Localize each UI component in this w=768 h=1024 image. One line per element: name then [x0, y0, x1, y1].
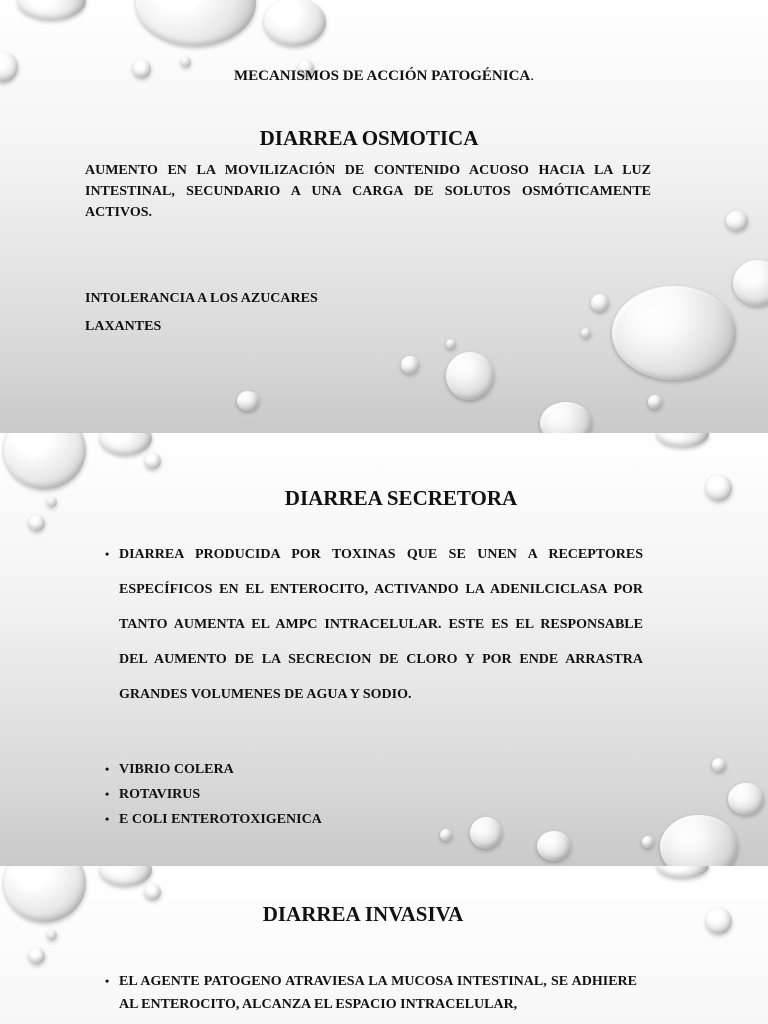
- description-item: • EL AGENTE PATOGENO ATRAVIESA LA MUCOSA INTESTINAL, SE ADHIERE AL ENTEROCITO, ALCANZA EL ESPACIO INTRACELULAR,: [105, 970, 637, 1016]
- water-drop-decoration: [642, 836, 654, 848]
- slide-osmotic-diarrhea: [0, 0, 768, 433]
- water-drop-decoration: [136, 0, 256, 46]
- water-drop-decoration: [733, 260, 768, 306]
- description-list: [105, 537, 643, 712]
- water-drop-decoration: [537, 831, 571, 861]
- agent-item: • ROTAVIRUS: [105, 782, 505, 807]
- water-drop-decoration: [4, 433, 86, 489]
- cause-item: LAXANTES: [85, 319, 162, 334]
- water-drop-decoration: [540, 402, 592, 433]
- slide-title: DIARREA SECRETORA: [284, 486, 518, 510]
- water-drop-decoration: [657, 433, 709, 447]
- water-drop-decoration: [401, 356, 419, 374]
- slide-secretory-diarrhea: [0, 433, 768, 866]
- water-drop-decoration: [648, 395, 662, 409]
- cause-item: INTOLERANCIA A LOS AZUCARES: [85, 291, 318, 306]
- water-drop-decoration: [100, 433, 152, 455]
- water-drop-decoration: [237, 391, 259, 411]
- water-drop-decoration: [145, 884, 161, 900]
- slide-header: MECANISMOS DE ACCIÓN PATOGÉNICA.: [233, 68, 535, 84]
- water-drop-decoration: [726, 211, 748, 231]
- agent-item: • VIBRIO COLERA: [105, 757, 505, 782]
- water-drop-decoration: [446, 352, 494, 400]
- water-drop-decoration: [612, 286, 736, 380]
- slide-title: DIARREA INVASIVA: [262, 902, 464, 926]
- water-drop-decoration: [591, 294, 609, 312]
- slide-description: AUMENTO EN LA MOVILIZACIÓN DE CONTENIDO ACUOSO HACIA LA LUZ INTESTINAL, SECUNDARIO A UNA CARGA DE SOLUTOS OSMÓTICAMENTE ACTIVOS.: [85, 163, 651, 220]
- water-drop-decoration: [29, 515, 45, 531]
- slide-title: DIARREA OSMOTICA: [259, 126, 479, 150]
- water-drop-decoration: [100, 866, 152, 886]
- water-drop-decoration: [660, 815, 738, 866]
- water-drop-decoration: [29, 948, 45, 964]
- description-item: • DIARREA PRODUCIDA POR TOXINAS QUE SE UNEN A RECEPTORES ESPECÍFICOS EN EL ENTEROCITO, ACTIVANDO LA ADENILCICLASA POR TANTO AUMENTA EL AMPC INTRACELULAR. ESTE ES EL RESPONSABLE DEL AUMENTO DE LA SECRECION DE CLORO Y POR ENDE ARRASTRA GRANDES VOLUMENES DE AGUA Y SODIO.: [105, 537, 643, 712]
- description-list: [105, 970, 637, 1016]
- water-drop-decoration: [712, 758, 726, 772]
- water-drop-decoration: [581, 328, 591, 338]
- water-drop-decoration: [145, 453, 161, 469]
- water-drop-decoration: [657, 866, 709, 878]
- water-drop-decoration: [181, 57, 191, 67]
- water-drop-decoration: [264, 0, 326, 46]
- agent-list: [105, 757, 505, 832]
- agent-item: • E COLI ENTEROTOXIGENICA: [105, 807, 505, 832]
- water-drop-decoration: [18, 0, 86, 20]
- slide-invasive-diarrhea: [0, 866, 768, 1024]
- water-drop-decoration: [446, 339, 456, 349]
- water-drop-decoration: [47, 930, 57, 940]
- water-drop-decoration: [728, 783, 764, 815]
